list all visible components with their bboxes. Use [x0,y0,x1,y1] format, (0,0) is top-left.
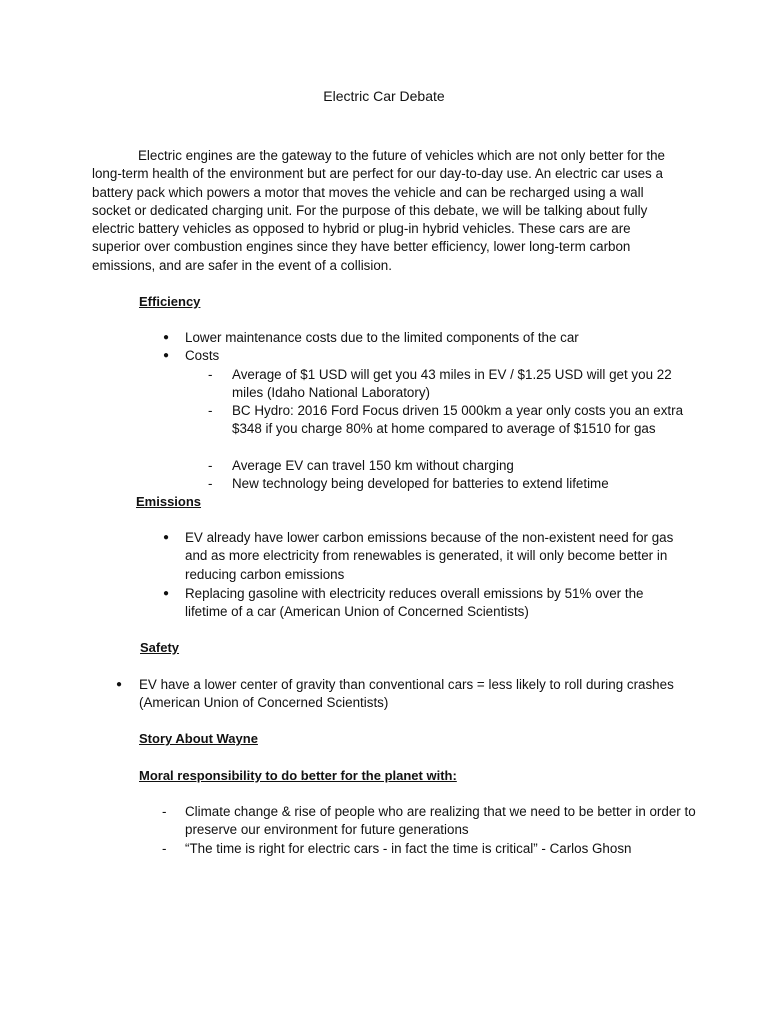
safety-heading: Safety [140,640,180,655]
costs-sub-item-range [208,457,690,475]
sub-item-text: Average EV can travel 150 km without charging [232,458,514,473]
efficiency-bullet-costs [163,347,685,365]
moral-item-text: Climate change & rise of people who are realizing that we need to be better in order to preserve our environment for future generations [185,804,696,838]
bullet-text: Costs [185,348,220,363]
dash-marker: - [162,841,167,856]
moral-heading: Moral responsibility to do better for the planet with: [139,768,457,783]
efficiency-bullet-maintenance [163,329,685,347]
bullet-text: EV have a lower center of gravity than conventional cars = less likely to roll during crashes (American Union of Concerned Scientists) [139,677,674,711]
dash-marker: - [162,804,167,819]
intro-paragraph [92,147,682,275]
bullet-marker: ● [163,350,170,361]
sub-item-text: New technology being developed for batteries to extend lifetime [232,476,609,491]
safety-bullet-gravity [116,676,679,713]
bullet-text: Lower maintenance costs due to the limited components of the car [185,330,579,345]
document-title: Electric Car Debate [323,88,445,104]
sub-item-text: BC Hydro: 2016 Ford Focus driven 15 000km a year only costs you an extra $348 if you charge 80% at home compared to average of $1510 for gas [232,403,684,437]
costs-sub-item-technology [208,475,690,493]
dash-marker: - [208,403,213,418]
bullet-text: EV already have lower carbon emissions because of the non-existent need for gas and as more electricity from renewables is generated, it will only become better in reducing carbon emissions [185,530,674,582]
emissions-bullet-gasoline [163,585,675,622]
emissions-heading: Emissions [136,494,202,509]
story-heading: Story About Wayne [139,731,258,746]
bullet-marker: ● [116,679,123,690]
bullet-text: Replacing gasoline with electricity reduces overall emissions by 51% over the lifetime of a car (American Union of Concerned Scientists) [185,586,644,620]
bullet-marker: ● [163,588,170,599]
moral-item-text: “The time is right for electric cars - in fact the time is critical” - Carlos Ghosn [185,841,632,856]
emissions-bullet-lower [163,529,675,584]
dash-marker: - [208,476,213,491]
bullet-marker: ● [163,332,170,343]
costs-sub-item-miles [208,366,690,403]
sub-item-text: Average of $1 USD will get you 43 miles in EV / $1.25 USD will get you 22 miles (Idaho National Laboratory) [232,367,672,401]
intro-text: Electric engines are the gateway to the future of vehicles which are not only better for the long-term health of the environment but are perfect for our day-to-day use. An electric car uses a battery pack which powers a motor that moves the vehicle and can be recharged using a wall socket or dedicated charging unit. For the purpose of this debate, we will be talking about fully electric battery vehicles as opposed to hybrid or plug-in hybrid vehicles. These cars are are superior over combustion engines since they have better efficiency, lower long-term carbon emissions, and are safer in the event of a collision. [92,148,665,273]
efficiency-heading: Efficiency [139,294,201,309]
dash-marker: - [208,458,213,473]
costs-sub-item-bc-hydro [208,402,690,439]
moral-item-climate [162,803,715,840]
bullet-marker: ● [163,532,170,543]
moral-item-quote [162,840,715,858]
dash-marker: - [208,367,213,382]
